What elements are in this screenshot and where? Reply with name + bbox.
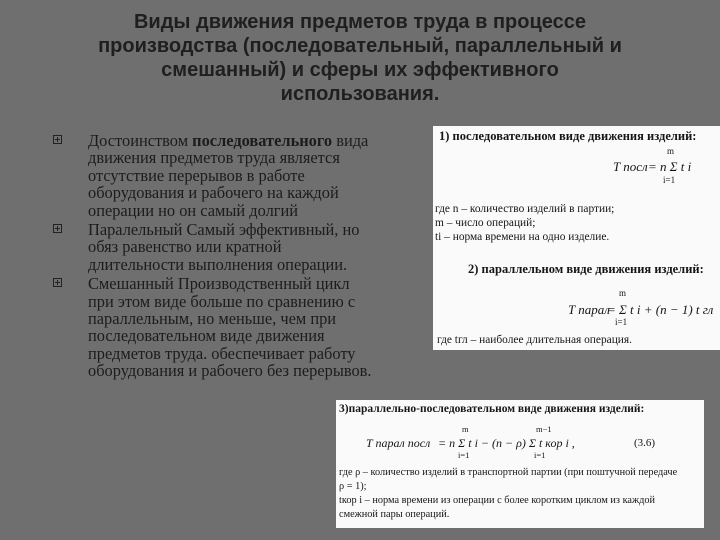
heading-sequential: 1) последовательном виде движения изделий: [439, 129, 697, 143]
bullet-line: отсутствие перерывов в работе [88, 165, 305, 185]
bullet-line: длительности выполнения операции. [88, 254, 348, 274]
formula-sequential: T посл = n Σ t i m i=1 [613, 146, 692, 185]
heading-parallel: 2) параллельном виде движения изделий: [468, 262, 704, 276]
bullet-line: параллельным, но меньше, чем при [88, 309, 337, 329]
title-line: использования. [280, 83, 440, 105]
box-bullet-icon [53, 135, 62, 144]
slide-title [20, 10, 700, 106]
bullet-line: предметов труда. обеспечивает работу [88, 343, 356, 363]
title-line: смешанный) и сферы их эффективного [161, 59, 559, 81]
heading-mixed: 3)параллельно-последовательном виде движения изделий: [339, 403, 645, 415]
bullet-line: движения предметов труда является [88, 148, 340, 168]
bullet-line: обяз равенство или кратной [88, 237, 282, 257]
definitions-sequential: где n – количество изделий в партии; m – число операций; ti – норма времени на одно изделие. [435, 203, 615, 243]
emphasis: последовательного [192, 131, 333, 150]
bullet-item [50, 221, 440, 273]
formula-image-top [433, 126, 720, 350]
bullet-line: оборудования и рабочего на каждой [88, 183, 339, 203]
formula-mixed: T парал посл = n Σ t i − (n − ρ) Σ t кор i , m i=1 m−1 i=1 (3.6) [366, 424, 656, 460]
bullet-line: при этом виде больше по сравнению с [88, 291, 356, 311]
bullet-line: последовательном виде движения [88, 326, 325, 346]
bullet-item [50, 132, 440, 219]
bullet-list [50, 132, 440, 382]
bullet-line: оборудования и рабочего без перерывов. [88, 361, 372, 381]
bullet-item [50, 275, 440, 379]
bullet-line: Достоинством последовательного вида [88, 131, 369, 150]
title-line: Виды движения предметов труда в процессе [133, 11, 586, 33]
bullet-line: Паралельный Самый эффективный, но [88, 220, 360, 240]
box-bullet-icon [53, 278, 62, 287]
bullet-line: Смешанный Производственный цикл [88, 274, 350, 294]
definitions-mixed: где ρ – количество изделий в транспортной партии (при поштучной передаче ρ = 1); tкор i – норма времени из операции с более коротким циклом из каждой смежной пары операций. [339, 467, 678, 520]
box-bullet-icon [53, 224, 62, 233]
bullet-line: операции но он самый долгий [88, 200, 299, 220]
title-line: производства (последовательный, параллельный и [98, 35, 622, 57]
formula-image-bottom [336, 400, 704, 528]
formula-parallel: T парал = Σ t i + (n − 1) t гл m i=1 [568, 288, 714, 327]
definition-parallel: где tгл – наиболее длительная операция. [437, 334, 632, 346]
